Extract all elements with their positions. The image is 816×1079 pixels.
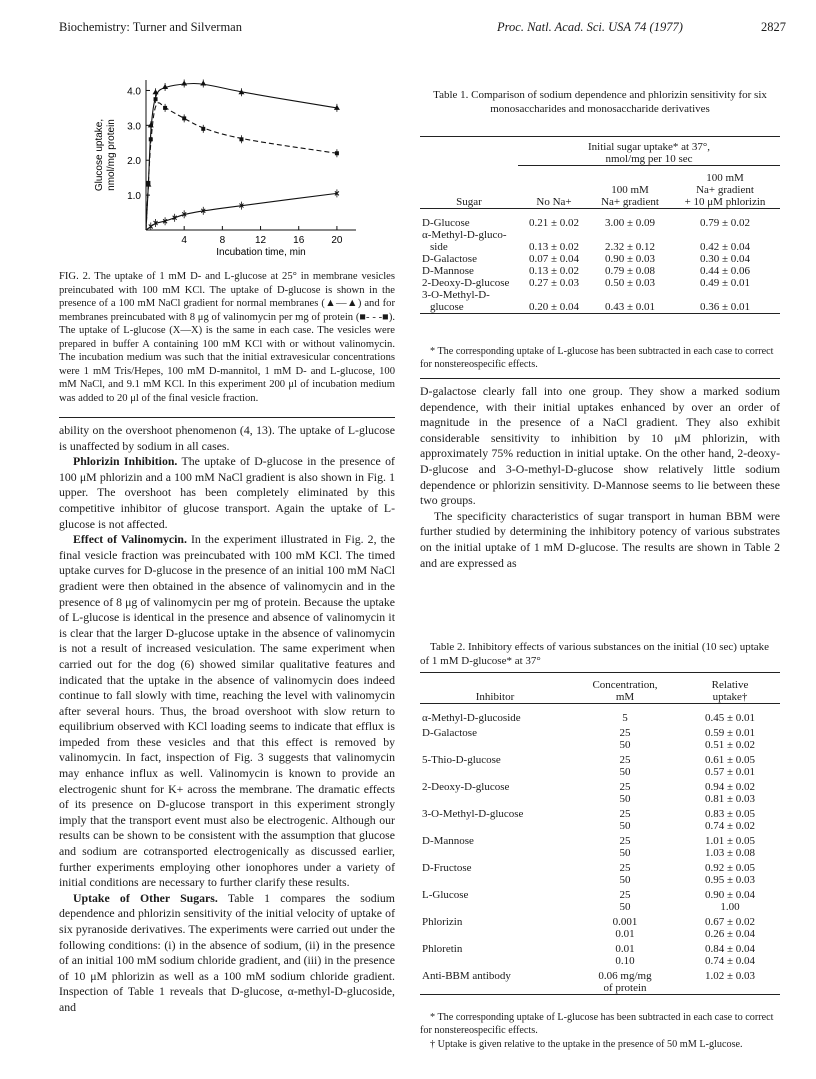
table-cell: 0.43 ± 0.01 — [604, 300, 656, 313]
table-cell: D-Mannose — [422, 264, 474, 277]
table-row — [420, 820, 780, 832]
table-cell: α-Methyl-D-glucoside — [422, 712, 521, 724]
table-cell: 50 — [619, 793, 631, 805]
table-row — [420, 751, 780, 766]
table-row — [420, 832, 780, 847]
table-row — [420, 265, 780, 277]
paragraph-heading: Uptake of Other Sugars. — [73, 890, 218, 905]
table-cell: 25 — [619, 808, 631, 820]
table-cell: 0.79 ± 0.02 — [699, 216, 751, 229]
table-cell: 0.26 ± 0.04 — [704, 928, 756, 940]
table-2-footnote-2: † Uptake is given relative to the uptake in the presence of 50 mM L-glucose. — [430, 1039, 743, 1050]
table-cell: 25 — [619, 862, 631, 874]
table-cell: D-Fructose — [422, 862, 472, 874]
table-row — [420, 793, 780, 805]
table-cell: 0.74 ± 0.04 — [704, 955, 756, 967]
table-row — [420, 217, 780, 229]
running-head-journal: Proc. Natl. Acad. Sci. USA 74 (1977) — [497, 20, 683, 34]
table-1-col-grad-2: Na+ gradient — [601, 195, 659, 208]
table-2-col-rel-2: uptake† — [712, 691, 748, 703]
paragraph-heading: Effect of Valinomycin. — [73, 532, 187, 547]
caption-divider — [59, 417, 395, 418]
table-row — [420, 859, 780, 874]
table-cell: 3-O-Methyl-D- — [422, 288, 490, 301]
table-cell: 1.03 ± 0.08 — [704, 847, 756, 859]
table-row — [420, 739, 780, 751]
table-cell — [420, 847, 570, 859]
table-row — [420, 289, 780, 301]
table-cell: 1.00 — [720, 901, 740, 913]
table-row — [420, 886, 780, 901]
table-cell: 0.49 ± 0.01 — [699, 276, 751, 289]
table-row — [420, 847, 780, 859]
table-1-group-header-1: Initial sugar uptake* at 37°, — [587, 141, 710, 153]
paragraph-text: In the experiment illustrated in Fig. 2, the final vesicle fraction was preincubated with 100 mM KCl. The timed uptake curves for D-glucose in the presence of an initial 100 mM NaCl gradient were then obtained in the absence of valinomycin and in the presence of 8 μg of valinomycin per mg of protein. Because the uptake of L-glucose is identical in the presence and absence of valinomycin it is clear that the larger D-glucose uptake in the absence of valinomycin is not a result of increased vesiculation. The same experiment when carried out for the dog (6) showed similar qualitative features and indicated that the uptake in the absence of valinomycin does indeed continue to fall slowly with time, reaching the level with valinomycin after several hours. Thus, the broad overshoot with slow return to equilibrium observed with KCl loading seems to indicate that efflux is impeded from these vesicles and that this effect is removed by valinomycin. In fact, inspection of Fig. 3 suggests that valinomycin may enhance influx as well. Valinomycin is known to provide an electrogenic shunt for K+ across the membrane. The dramatic effects of its presence on D-glucose transport in this experiment strongly imply that the transport event must also be electrogenic. Although our results can be shown to be consistent with the assumption that glucose and sodium are cotransported electrogenically as discussed earlier, further experiments employing other ionophores under a variety of initial conditions are necessary to further clarify these results. — [59, 532, 395, 890]
table-cell — [420, 739, 570, 751]
paragraph-heading: Phlorizin Inhibition. — [73, 454, 178, 469]
table-cell: 0.30 ± 0.04 — [699, 252, 751, 265]
table-row — [420, 241, 780, 253]
table-cell: 50 — [619, 874, 631, 886]
table-cell: 0.92 ± 0.05 — [704, 862, 756, 874]
running-head-authors: Biochemistry: Turner and Silverman — [59, 20, 242, 34]
table-cell: 3.00 ± 0.09 — [604, 216, 656, 229]
table-cell: 2-Deoxy-D-glucose — [422, 276, 510, 289]
table-cell: 0.44 ± 0.06 — [699, 264, 751, 277]
table-cell: 25 — [619, 754, 631, 766]
right-column-text — [420, 384, 780, 571]
table-cell: 25 — [619, 835, 631, 847]
table-cell — [420, 982, 570, 995]
table-1-group-header-2: nmol/mg per 10 sec — [605, 153, 693, 165]
table-row — [420, 901, 780, 913]
y-axis-label: Glucose uptake, — [94, 118, 105, 192]
x-tick-label: 20 — [331, 235, 343, 246]
table-row — [420, 301, 780, 314]
table-cell: 0.74 ± 0.02 — [704, 820, 756, 832]
table-row — [420, 712, 780, 724]
table-cell: 0.57 ± 0.01 — [704, 766, 756, 778]
table-cell: 0.10 — [615, 955, 635, 967]
table-cell: 50 — [619, 847, 631, 859]
table-cell: 0.36 ± 0.01 — [699, 300, 751, 313]
table-cell: Anti-BBM antibody — [422, 970, 511, 982]
table-cell: 3-O-Methyl-D-glucose — [422, 808, 524, 820]
table-cell: L-Glucose — [422, 889, 469, 901]
table-row — [420, 913, 780, 928]
y-tick-label: 2.0 — [127, 156, 141, 168]
table-row — [420, 940, 780, 955]
table-1-caption: Table 1. Comparison of sodium dependence and phlorizin sensitivity for six monosaccharides and monosaccharide derivatives — [433, 89, 767, 115]
left-column-paragraph — [59, 891, 395, 1016]
table-cell: α-Methyl-D-gluco- — [422, 228, 507, 241]
left-column-paragraph — [59, 532, 395, 891]
table-cell: 0.51 ± 0.02 — [704, 739, 756, 751]
table-cell: 0.90 ± 0.03 — [604, 252, 656, 265]
table-cell: 0.001 — [612, 916, 638, 928]
table-cell: 0.79 ± 0.08 — [604, 264, 656, 277]
table-cell — [420, 793, 570, 805]
table-2-caption: Table 2. Inhibitory effects of various substances on the initial (10 sec) uptake of 1 mM D-glucose* at 37° — [420, 641, 770, 667]
table-row — [420, 778, 780, 793]
table-1-col-phl-1: 100 mM — [706, 171, 744, 184]
table-2-col-rel-1: Relative — [711, 679, 749, 691]
table-row — [420, 955, 780, 967]
table-cell: 5-Thio-D-glucose — [422, 754, 501, 766]
table-cell — [420, 874, 570, 886]
paragraph-text: ability on the overshoot phenomenon (4, 13). The uptake of L-glucose is unaffected by sodium in all cases. — [59, 423, 395, 453]
table-cell: 50 — [619, 820, 631, 832]
table-cell: 0.95 ± 0.03 — [704, 874, 756, 886]
table-cell: 0.67 ± 0.02 — [704, 916, 756, 928]
table-cell: 0.83 ± 0.05 — [704, 808, 756, 820]
table-cell: 50 — [619, 766, 631, 778]
table-2-col-inhibitor: Inhibitor — [475, 691, 515, 703]
left-column-paragraph — [59, 454, 395, 532]
table-1-footnote: * The corresponding uptake of L-glucose has been subtracted in each case to correct for nonstereospecific effects. — [420, 346, 774, 370]
table-cell: 25 — [619, 727, 631, 739]
series-line — [146, 103, 337, 230]
x-tick-label: 16 — [293, 235, 305, 246]
table-cell: 0.13 ± 0.02 — [528, 264, 580, 277]
series-line — [146, 193, 337, 230]
table-cell: D-Galactose — [422, 727, 477, 739]
table-cell: Phlorizin — [422, 916, 463, 928]
table-row — [420, 766, 780, 778]
table-cell: 0.07 ± 0.04 — [528, 252, 580, 265]
table-cell: 0.21 ± 0.02 — [528, 216, 580, 229]
table-row — [420, 229, 780, 241]
table-1-col-sugar: Sugar — [456, 195, 482, 208]
table-cell: 0.13 ± 0.02 — [528, 240, 580, 253]
figure-2-chart — [86, 68, 376, 268]
right-column-paragraph — [420, 509, 780, 571]
table-2 — [420, 672, 780, 999]
table-2-col-conc-1: Concentration, — [592, 679, 658, 691]
table-cell: 0.50 ± 0.03 — [604, 276, 656, 289]
table-row — [420, 982, 780, 995]
table-cell: 0.27 ± 0.03 — [528, 276, 580, 289]
paragraph-text: Table 1 compares the sodium dependence and phlorizin sensitivity of the initial velocity of uptake of six pyranoside derivatives. The experiments were carried out under the following conditions: (i) in the absence of sodium, (ii) in the presence of an initial 100 mM sodium chloride gradient, and (iii) in the presence of 10 μM phlorizin as well as a 100 mM sodium chloride gradient. Inspection of Table 1 reveals that D-glucose, α-methyl-D-glucoside, and — [59, 890, 395, 1014]
table-cell: 0.01 — [615, 943, 635, 955]
table-1-col-nona: No Na+ — [536, 195, 572, 208]
table-cell — [420, 820, 570, 832]
table-cell: 0.45 ± 0.01 — [704, 712, 756, 724]
y-tick-label: 3.0 — [127, 121, 141, 133]
table-cell: 0.84 ± 0.04 — [704, 943, 756, 955]
table-cell: 0.90 ± 0.04 — [704, 889, 756, 901]
table-cell: 0.81 ± 0.03 — [704, 793, 756, 805]
right-column-paragraph — [420, 384, 780, 509]
x-tick-label: 8 — [219, 235, 226, 246]
table-cell: 0.06 mg/mg — [598, 970, 652, 982]
table-2-footnote-1: * The corresponding uptake of L-glucose has been subtracted in each case to correct for nonstereospecific effects. — [420, 1012, 774, 1036]
table-row — [420, 967, 780, 982]
table-cell: 0.42 ± 0.04 — [699, 240, 751, 253]
x-tick-label: 12 — [254, 235, 267, 246]
table-cell: 5 — [622, 712, 628, 724]
table-cell: glucose — [430, 300, 464, 313]
paragraph-text: The uptake of D-glucose in the presence of 100 μM phlorizin and a 100 mM NaCl gradient is also shown in Fig. 1 upper. The overshoot has been completely eliminated by this competitive inhibitor of glucose transport. Again the uptake of L-glucose is not affected. — [59, 454, 395, 531]
table-row — [420, 928, 780, 940]
left-column-paragraph — [59, 423, 395, 454]
table-cell: 1.01 ± 0.05 — [704, 835, 756, 847]
table-1-col-phl-3: + 10 μM phlorizin — [684, 195, 766, 208]
x-tick-label: 4 — [181, 235, 187, 246]
table-cell — [420, 928, 570, 940]
table-1 — [420, 136, 780, 318]
table-cell: 0.59 ± 0.01 — [704, 727, 756, 739]
table-cell — [420, 901, 570, 913]
table-cell: 25 — [619, 889, 631, 901]
table-cell: D-Mannose — [422, 835, 474, 847]
table-cell: 2.32 ± 0.12 — [604, 240, 656, 253]
table-cell — [680, 982, 780, 995]
paragraph-text: The specificity characteristics of sugar transport in human BBM were further studied by determining the inhibitory potency of various substrates on the initial uptake of 1 mM D-glucose. The results are shown in Table 2 and are expressed as — [420, 508, 780, 570]
paragraph-text: D-galactose clearly fall into one group. They show a marked sodium dependence, with their initial uptakes enhanced by over an order of magnitude in the presence of a NaCl gradient. They also exhibit considerable sensitivity to inhibition by 10 μM phlorizin, with approximately 75% reduction in initial uptake. On the other hand, 2-deoxy-D-glucose and 3-O-methyl-D-glucose show relatively little sodium dependence or phlorizin sensitivity. D-Mannose seems to lie between these two groups. — [420, 384, 780, 508]
table-row — [420, 277, 780, 289]
table-cell: D-Galactose — [422, 252, 477, 265]
table-1-col-phl-2: Na+ gradient — [696, 183, 754, 196]
table-row — [420, 805, 780, 820]
figure-caption: FIG. 2. The uptake of 1 mM D- and L-glucose at 25° in membrane vesicles preincubated with 100 mM KCl. The uptake of D-glucose is shown in the presence of a 100 mM NaCl gradient for normal membranes (▲—▲) and for membranes preincubated with 8 μg of valinomycin per mg of protein (■- - -■). The uptake of L-glucose (X—X) is the same in each case. The vesicles were prepared in buffer A containing 100 mM KCl with or without valinomycin. The incubation medium was such that the initial extravesicular concentrations were 1 mM Tris/Hepes, 100 mM D-mannitol, 1 mM D- and L-glucose, 100 mM NaCl, and 9.1 mM KCl. In this experiment 200 μl of incubation medium was added to 20 μl of the final vesicle fraction. — [59, 271, 395, 404]
table-cell: 0.94 ± 0.02 — [704, 781, 756, 793]
table-cell: 50 — [619, 739, 631, 751]
y-tick-label: 1.0 — [127, 191, 141, 203]
y-axis-label: nmol/mg protein — [106, 119, 117, 191]
table-cell: 0.61 ± 0.05 — [704, 754, 756, 766]
x-axis-label: Incubation time, min — [216, 247, 306, 258]
table-cell: D-Glucose — [422, 216, 470, 229]
table-row — [420, 724, 780, 739]
table-cell: 2-Deoxy-D-glucose — [422, 781, 510, 793]
page-number: 2827 — [761, 20, 786, 34]
table-cell: Phloretin — [422, 943, 463, 955]
table-cell: 0.01 — [615, 928, 635, 940]
table-cell: 50 — [619, 901, 631, 913]
y-tick-label: 4.0 — [127, 86, 141, 98]
table-cell: side — [430, 240, 448, 253]
table-1-col-grad-1: 100 mM — [611, 183, 649, 196]
table-row — [420, 253, 780, 265]
table-cell: 0.20 ± 0.04 — [528, 300, 580, 313]
table-cell: 25 — [619, 781, 631, 793]
table-2-col-conc-2: mM — [615, 691, 635, 703]
left-column-text — [59, 423, 395, 1016]
table-1-divider — [420, 378, 780, 379]
table-cell — [420, 955, 570, 967]
table-row — [420, 874, 780, 886]
table-cell: 1.02 ± 0.03 — [704, 970, 756, 982]
table-cell: of protein — [603, 982, 647, 994]
table-cell — [420, 766, 570, 778]
